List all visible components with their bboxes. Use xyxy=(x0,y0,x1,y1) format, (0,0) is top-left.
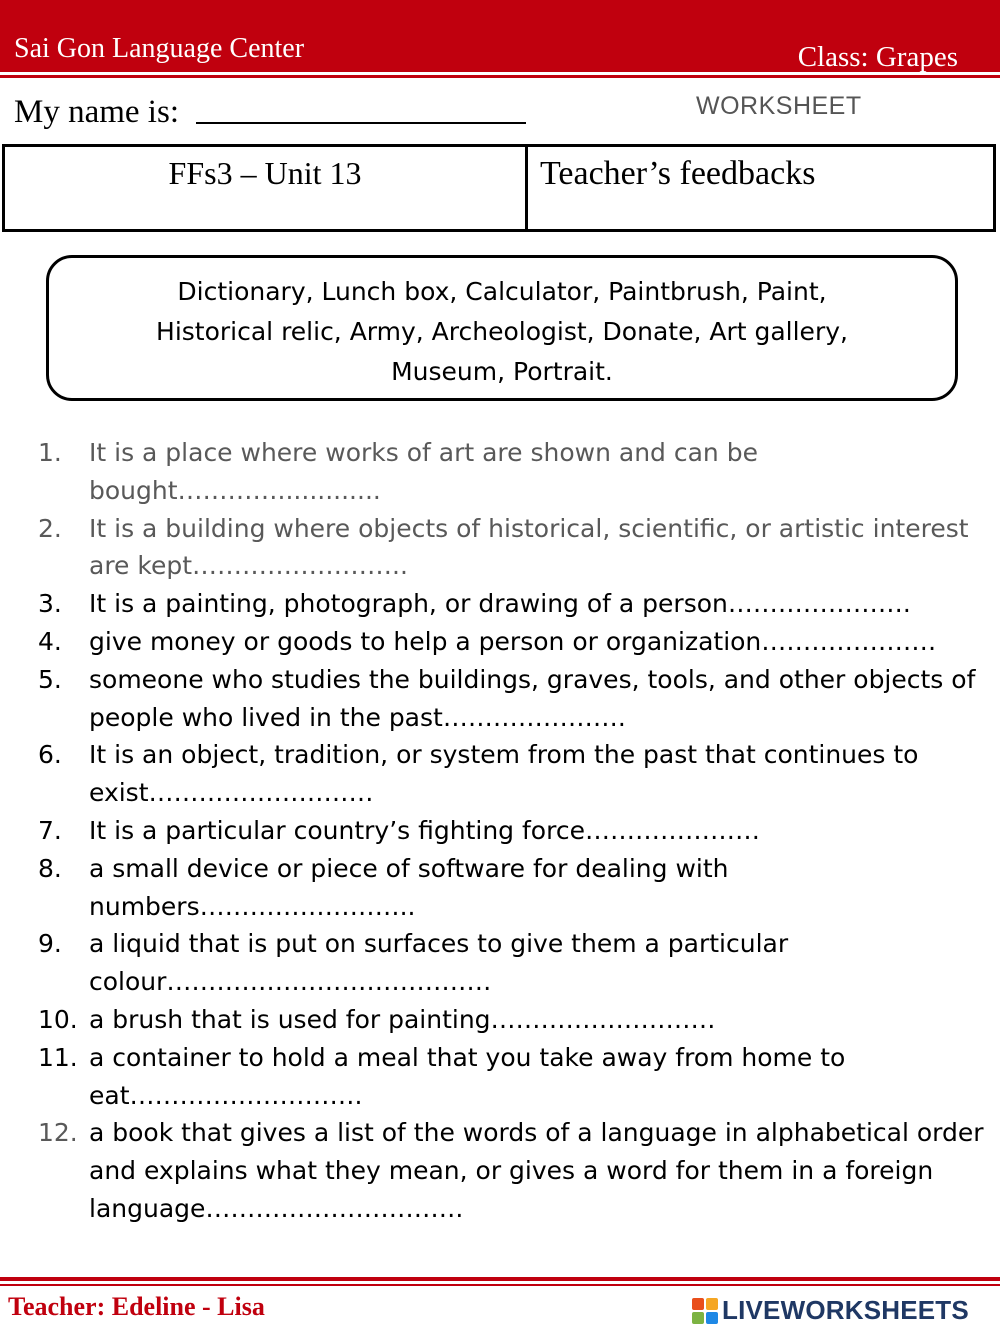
question-text: a small device or piece of software for dealing with numbers…………………….. xyxy=(89,853,729,921)
question-item xyxy=(38,812,988,850)
center-name: Sai Gon Language Center xyxy=(14,33,305,64)
question-text: It is a place where works of art are shown and can be bought…………............. xyxy=(89,438,758,505)
question-item xyxy=(38,1001,988,1039)
class-label: Class: Grapes xyxy=(797,41,958,73)
question-number: 6. xyxy=(38,740,62,770)
question-item xyxy=(38,736,988,812)
question-number: 8. xyxy=(38,853,62,883)
word-bank xyxy=(46,255,958,401)
header-bar xyxy=(0,0,1000,72)
word-bank-line: Dictionary, Lunch box, Calculator, Paintbrush, Paint, xyxy=(177,277,827,306)
question-text: give money or goods to help a person or organization………………… xyxy=(89,626,937,656)
question-item xyxy=(38,510,988,586)
question-item xyxy=(38,661,988,737)
question-number: 12. xyxy=(38,1118,78,1148)
question-text: It is an object, tradition, or system from the past that continues to exist……………………… xyxy=(89,740,919,808)
liveworksheets-logo-icon xyxy=(692,1298,718,1324)
question-text: It is a painting, photograph, or drawing of a person…………………. xyxy=(89,589,911,619)
info-table xyxy=(2,144,996,232)
question-text: a container to hold a meal that you take away from home to eat………………………. xyxy=(89,1042,846,1110)
question-text: It is a particular country’s fighting force………………… xyxy=(89,815,760,845)
name-input-line[interactable] xyxy=(196,122,526,124)
question-number: 5. xyxy=(38,664,62,694)
feedback-cell: Teacher’s feedbacks xyxy=(540,155,816,192)
question-number: 9. xyxy=(38,929,62,959)
question-item xyxy=(38,623,988,661)
question-number: 10. xyxy=(38,1004,78,1034)
question-item xyxy=(38,1039,988,1115)
question-item xyxy=(38,585,988,623)
question-item xyxy=(38,1114,988,1227)
teacher-name: Teacher: Edeline - Lisa xyxy=(8,1292,265,1321)
footer-divider-thin xyxy=(0,1284,1000,1286)
liveworksheets-brand[interactable] xyxy=(692,1295,969,1326)
question-text: someone who studies the buildings, graves, tools, and other objects of people who lived in the past…………………. xyxy=(89,664,976,732)
question-text: a book that gives a list of the words of a language in alphabetical order and explains what they mean, or gives a word for them in a foreign language…………………………. xyxy=(89,1118,984,1223)
question-text: a brush that is used for painting……………………… xyxy=(89,1004,716,1034)
unit-cell: FFs3 – Unit 13 xyxy=(5,147,528,229)
brand-text: LIVEWORKSHEETS xyxy=(722,1295,969,1325)
question-item xyxy=(38,850,988,926)
worksheet-label: WORKSHEET xyxy=(696,92,862,120)
question-number: 1. xyxy=(38,438,62,467)
name-label: My name is: xyxy=(14,94,179,130)
footer-divider xyxy=(0,1277,1000,1281)
question-number: 11. xyxy=(38,1042,78,1072)
question-number: 2. xyxy=(38,513,62,543)
question-text: a liquid that is put on surfaces to give them a particular colour………………………………… xyxy=(89,929,789,997)
question-number: 4. xyxy=(38,626,62,656)
word-bank-line: Museum, Portrait. xyxy=(391,357,613,386)
word-bank-line: Historical relic, Army, Archeologist, Donate, Art gallery, xyxy=(156,317,848,346)
question-text: It is a building where objects of historical, scientific, or artistic interest are kept…………………….. xyxy=(89,513,969,581)
question-list xyxy=(38,434,988,1228)
question-item xyxy=(38,434,988,510)
question-number: 3. xyxy=(38,589,62,619)
question-item xyxy=(38,925,988,1001)
question-number: 7. xyxy=(38,815,62,845)
